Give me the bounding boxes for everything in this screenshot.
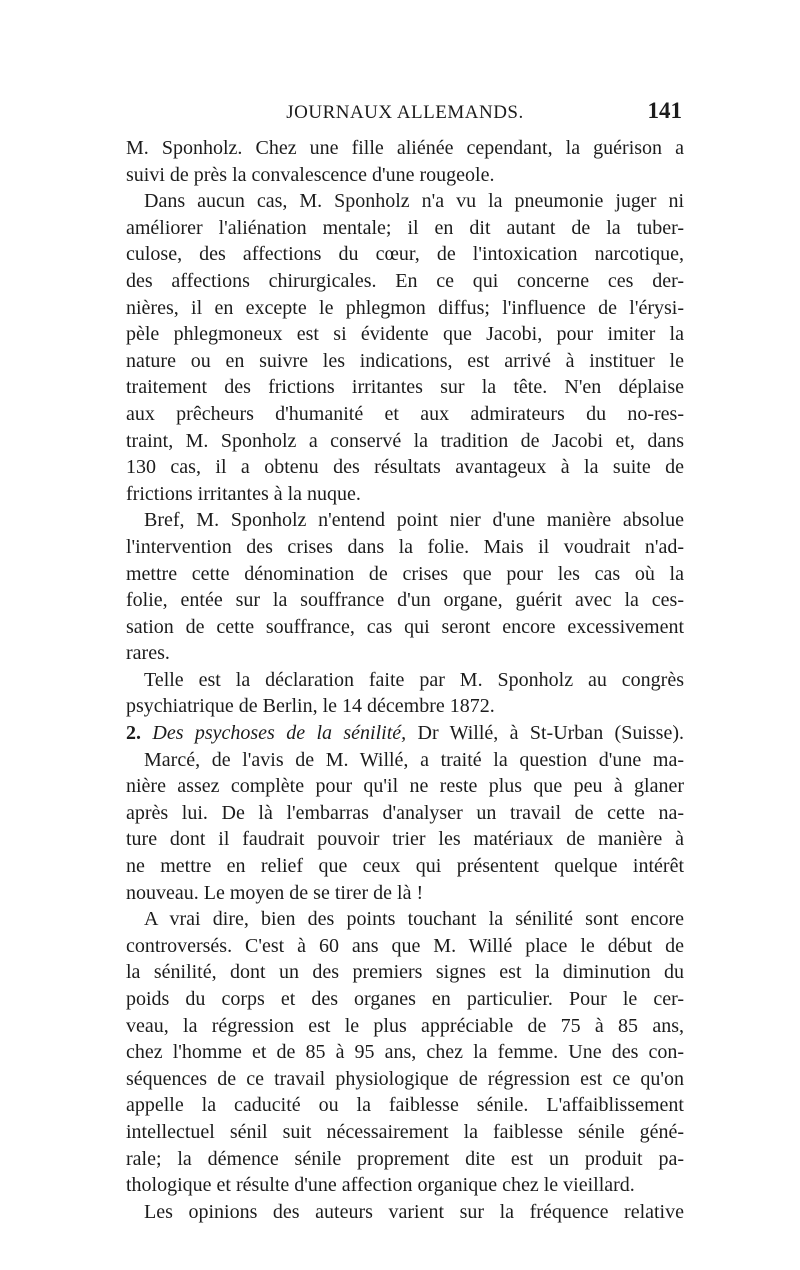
text-line: mettre cette dénomination de crises que pour les cas où la xyxy=(126,562,684,585)
text-line: intellectuel sénil suit nécessairement la faiblesse sénile géné- xyxy=(126,1120,684,1143)
text-line: frictions irritantes à la nuque. xyxy=(126,482,361,505)
text-line: 130 cas, il a obtenu des résultats avantageux à la suite de xyxy=(126,456,684,479)
text-line: thologique et résulte d'une affection organique chez le vieillard. xyxy=(126,1174,635,1197)
text-line: améliorer l'aliénation mentale; il en dit autant de la tuber- xyxy=(126,216,684,239)
paragraphs-before-heading xyxy=(126,135,684,720)
text-line: ture dont il faudrait pouvoir trier les matériaux de manière à xyxy=(126,828,684,851)
page-header xyxy=(126,96,684,132)
section-number: 2. xyxy=(126,722,141,745)
text-line: Dans aucun cas, M. Sponholz n'a vu la pneumonie juger ni xyxy=(144,190,684,213)
text-line: M. Sponholz. Chez une fille aliénée cependant, la guérison a xyxy=(126,137,684,159)
text-line: traitement des frictions irritantes sur la tête. N'en déplaise xyxy=(126,376,684,399)
text-line: nière assez complète pour qu'il ne reste plus que peu à glaner xyxy=(126,775,684,798)
text-line: sation de cette souffrance, cas qui seront encore excessivement xyxy=(126,615,684,638)
text-line: rale; la démence sénile proprement dite est un produit pa- xyxy=(126,1147,684,1170)
paragraphs-after-heading xyxy=(126,747,684,1226)
text-line: psychiatrique de Berlin, le 14 décembre 1872. xyxy=(126,695,495,718)
text-line: nature ou en suivre les indications, est arrivé à instituer le xyxy=(126,349,684,372)
text-line: Marcé, de l'avis de M. Willé, a traité la question d'une ma- xyxy=(144,748,684,771)
section-heading xyxy=(126,720,684,747)
text-line: Les opinions des auteurs varient sur la fréquence relative xyxy=(144,1200,684,1223)
section-title: Des psychoses de la sénilité, xyxy=(152,722,407,745)
text-line: rares. xyxy=(126,642,170,665)
text-line: séquences de ce travail physiologique de régression est ce qu'on xyxy=(126,1067,684,1090)
section-author-place: Dr Willé, à St-Urban (Suisse). xyxy=(417,722,684,745)
page-number: 141 xyxy=(647,98,682,123)
text-line: la sénilité, dont un des premiers signes est la diminution du xyxy=(126,961,684,984)
text-line: suivi de près la convalescence d'une rougeole. xyxy=(126,163,495,186)
text-line: appelle la caducité ou la faiblesse sénile. L'affaiblissement xyxy=(126,1094,684,1117)
text-line: A vrai dire, bien des points touchant la sénilité sont encore xyxy=(144,908,684,931)
text-line: folie, entée sur la souffrance d'un organe, guérit avec la ces- xyxy=(126,589,684,612)
text-line: aux prêcheurs d'humanité et aux admirateurs du no-res- xyxy=(126,402,684,425)
text-line: des affections chirurgicales. En ce qui concerne ces der- xyxy=(126,269,684,292)
text-line: l'intervention des crises dans la folie. Mais il voudrait n'ad- xyxy=(126,535,684,558)
text-line: controversés. C'est à 60 ans que M. Willé place le début de xyxy=(126,934,684,957)
text-line: nières, il en excepte le phlegmon diffus; l'influence de l'érysi- xyxy=(126,296,684,319)
text-line: ne mettre en relief que ceux qui présentent quelque intérêt xyxy=(126,855,684,878)
text-line: après lui. De là l'embarras d'analyser un travail de cette na- xyxy=(126,801,684,824)
text-line: pèle phlegmoneux est si évidente que Jacobi, pour imiter la xyxy=(126,323,684,346)
body-text xyxy=(126,135,684,1225)
text-line: nouveau. Le moyen de se tirer de là ! xyxy=(126,881,424,904)
text-line: culose, des affections du cœur, de l'intoxication narcotique, xyxy=(126,243,684,266)
text-line: chez l'homme et de 85 à 95 ans, chez la femme. Une des con- xyxy=(126,1041,684,1064)
text-line: traint, M. Sponholz a conservé la tradition de Jacobi et, dans xyxy=(126,429,684,452)
text-line: veau, la régression est le plus appréciable de 75 à 85 ans, xyxy=(126,1014,684,1037)
text-line: poids du corps et des organes en particulier. Pour le cer- xyxy=(126,988,684,1010)
text-line: Bref, M. Sponholz n'entend point nier d'une manière absolue xyxy=(144,509,684,532)
text-line: Telle est la déclaration faite par M. Sponholz au congrès xyxy=(144,668,684,691)
running-title: JOURNAUX ALLEMANDS. xyxy=(286,102,524,123)
